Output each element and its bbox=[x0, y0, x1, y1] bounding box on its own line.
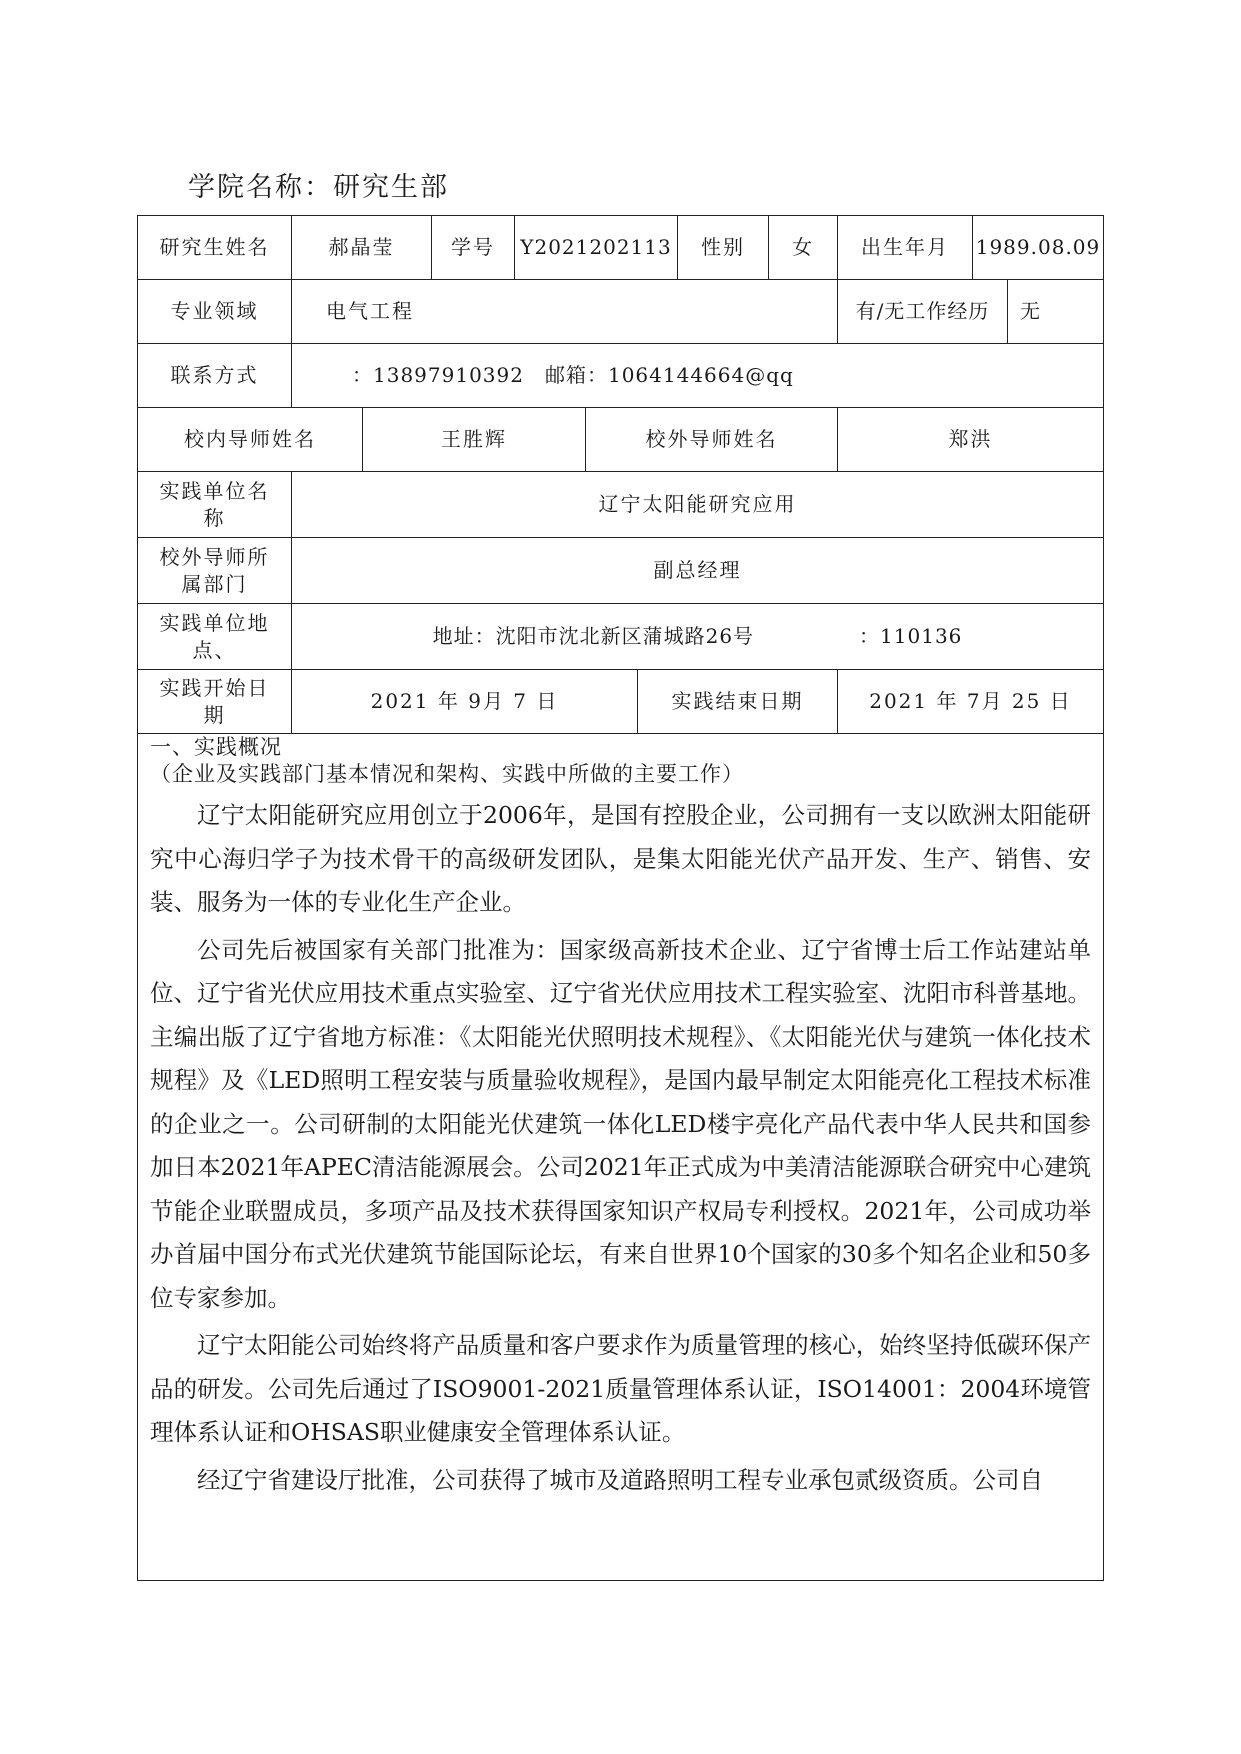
form-row-location bbox=[138, 604, 1103, 670]
start-date-label: 实践开始日期 bbox=[138, 670, 292, 733]
outer-tutor-label: 校外导师姓名 bbox=[586, 408, 838, 471]
student-name-value: 郝晶莹 bbox=[292, 216, 432, 279]
end-date-value: 2021 年 7月 25 日 bbox=[869, 689, 1072, 713]
college-name: 学院名称：研究生部 bbox=[188, 172, 449, 203]
start-date-value: 2021 年 9月 7 日 bbox=[292, 670, 638, 733]
unit-label: 实践单位名称 bbox=[138, 472, 292, 537]
form-row-contact bbox=[138, 344, 1103, 408]
end-date-label: 实践结束日期 bbox=[638, 670, 838, 733]
major-label: 专业领域 bbox=[138, 280, 292, 343]
practice-form bbox=[137, 215, 1104, 1581]
student-id-label: 学号 bbox=[432, 216, 515, 279]
unit-value: 辽宁太阳能研究应用 bbox=[598, 492, 797, 516]
major-value: 电气工程 bbox=[292, 280, 838, 343]
department-label: 校外导师所属部门 bbox=[138, 538, 292, 603]
form-row-unit bbox=[138, 472, 1103, 538]
work-experience-label: 有/无工作经历 bbox=[838, 280, 1008, 343]
location-label: 实践单位地点、 bbox=[138, 604, 292, 669]
paragraph: 经辽宁省建设厅批准，公司获得了城市及道路照明工程专业承包贰级资质。公司自 bbox=[197, 1465, 1043, 1494]
form-row-basic-info bbox=[138, 216, 1103, 280]
form-row-tutors bbox=[138, 408, 1103, 472]
department-value: 副总经理 bbox=[653, 558, 742, 582]
form-row-dates bbox=[138, 670, 1103, 734]
practice-overview-section bbox=[138, 734, 1103, 1502]
work-experience-value: 无 bbox=[1020, 299, 1042, 323]
form-row-major bbox=[138, 280, 1103, 344]
birth-label: 出生年月 bbox=[838, 216, 973, 279]
gender-value: 女 bbox=[769, 216, 838, 279]
birth-value: 1989.08.09 bbox=[975, 235, 1101, 259]
section-title: 一、实践概况 bbox=[150, 735, 282, 759]
paragraph: 辽宁太阳能研究应用创立于2006年，是国有控股企业，公司拥有一支以欧洲太阳能研究中心海归学子为技术骨干的高级研发团队，是集太阳能光伏产品开发、生产、销售、安装、服务为一体的专业化生产企业。 bbox=[150, 801, 1091, 916]
gender-label: 性别 bbox=[678, 216, 769, 279]
outer-tutor-value: 郑洪 bbox=[948, 427, 993, 451]
inner-tutor-value: 王胜辉 bbox=[363, 408, 586, 471]
contact-label: 联系方式 bbox=[138, 344, 292, 407]
location-value: 地址：沈阳市沈北新区蒲城路26号 ：110136 bbox=[432, 624, 963, 648]
paragraph: 公司先后被国家有关部门批准为：国家级高新技术企业、辽宁省博士后工作站建站单位、辽宁省光伏应用技术重点实验室、辽宁省光伏应用技术工程实验室、沈阳市科普基地。主编出版了辽宁省地方标准：《太阳能光伏照明技术规程》、《太阳能光伏与建筑一体化技术规程》及《LED照明工程安装与质量验收规程》，是国内最早制定太阳能亮化工程技术标准的企业之一。公司研制的太阳能光伏建筑一体化LED楼宇亮化产品代表中华人民共和国参加日本2021年APEC清洁能源展会。公司2021年正式成为中美清洁能源联合研究中心建筑节能企业联盟成员，多项产品及技术获得国家知识产权局专利授权。2021年，公司成功举办首届中国分布式光伏建筑节能国际论坛，有来自世界10个国家的30多个知名企业和50多位专家参加。 bbox=[150, 935, 1091, 1312]
contact-value: ：13897910392 邮箱：1064144664@qq bbox=[352, 363, 794, 387]
student-name-label: 研究生姓名 bbox=[138, 216, 292, 279]
paragraph: 辽宁太阳能公司始终将产品质量和客户要求作为质量管理的核心，始终坚持低碳环保产品的研发。公司先后通过了ISO9001-2021质量管理体系认证，ISO14001：2004环境管理体系认证和OHSAS职业健康安全管理体系认证。 bbox=[150, 1331, 1091, 1446]
form-row-department bbox=[138, 538, 1103, 604]
section-subtitle: （企业及实践部门基本情况和架构、实践中所做的主要工作） bbox=[150, 762, 744, 786]
student-id-value: Y2021202113 bbox=[515, 216, 678, 279]
inner-tutor-label: 校内导师姓名 bbox=[138, 408, 363, 471]
